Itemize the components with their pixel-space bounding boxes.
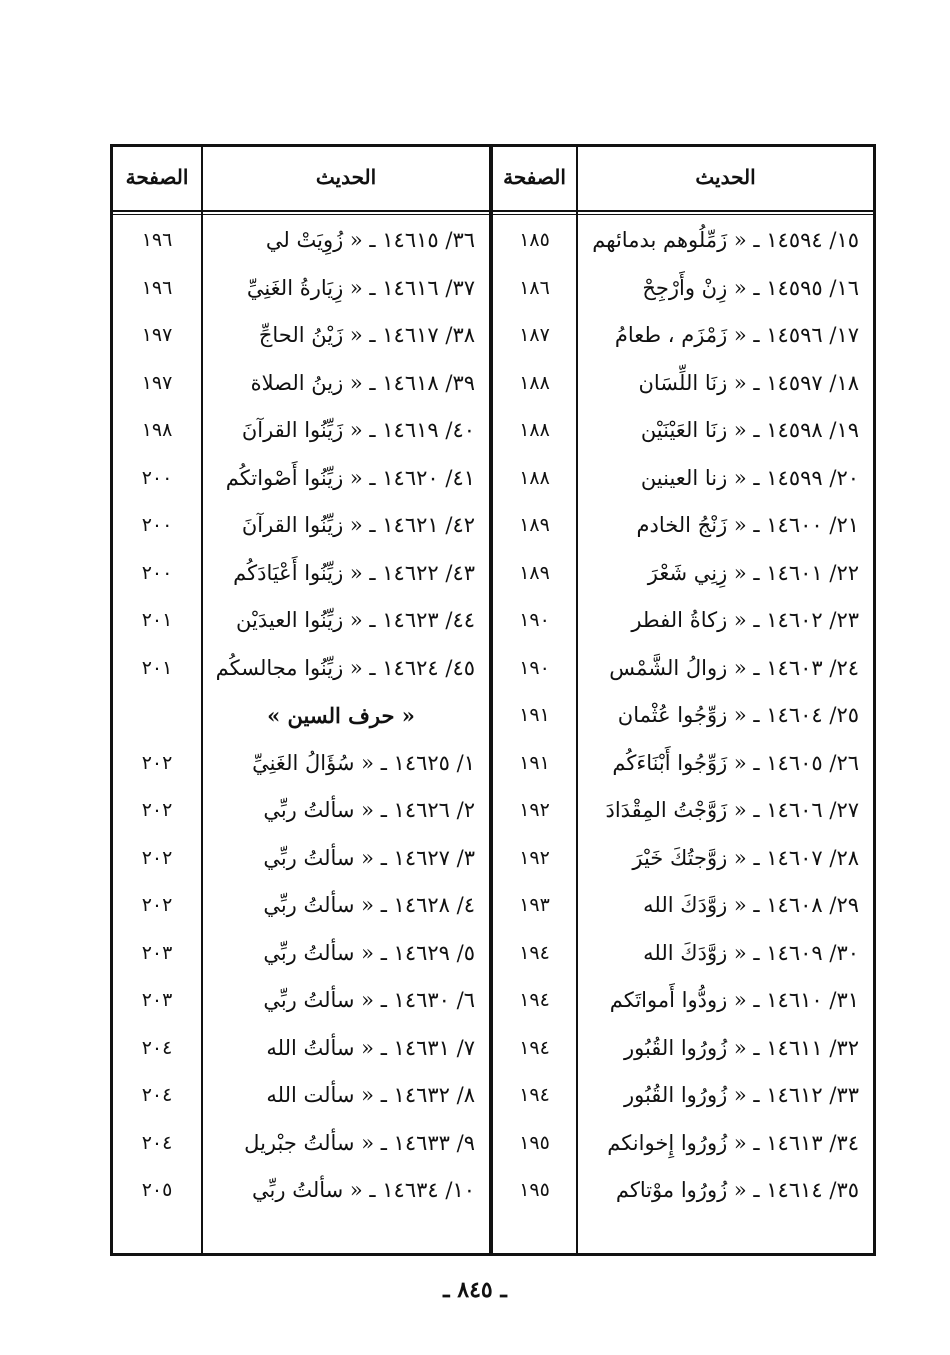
hadith-entry: ٤٠/ ١٤٦١٩ ـ « زَيِّنُوا القرآنَ xyxy=(241,418,475,442)
hadith-entry: ١٨/ ١٤٥٩٧ ـ « زنَا اللِّسَان xyxy=(638,370,859,395)
table-row xyxy=(113,597,873,644)
table-row xyxy=(113,1025,873,1072)
page-ref: ١٩٦ xyxy=(141,229,173,251)
header-page-left: الصفحة xyxy=(125,165,189,189)
page-ref: ٢٠٠ xyxy=(141,514,173,536)
hadith-entry: ٧/ ١٤٦٣١ ـ « سألتُ الله xyxy=(266,1035,475,1060)
table-row xyxy=(113,1120,873,1167)
page-ref: ١٩٣ xyxy=(519,894,550,916)
hadith-entry: ٤٤/ ١٤٦٢٣ ـ « زيِّنُوا العيدَيْن xyxy=(236,608,475,632)
hadith-entry: ٢١/ ١٤٦٠٠ ـ « زَنْجُ الخادم xyxy=(636,513,859,537)
table-row xyxy=(113,1072,873,1119)
header-hadith-left: الحديث xyxy=(315,165,377,189)
page-ref: ١٨٥ xyxy=(519,229,550,251)
page-ref: ١٩٨ xyxy=(141,419,173,441)
table-row xyxy=(113,740,873,787)
page-ref: ١٩٦ xyxy=(141,276,173,299)
header-page-right: الصفحة xyxy=(503,165,566,189)
hadith-entry: ٢٤/ ١٤٦٠٣ ـ « زوالُ الشَّمْس xyxy=(609,655,859,680)
table-row xyxy=(113,645,873,692)
hadith-entry: ٢/ ١٤٦٢٦ ـ « سألتُ ربِّي xyxy=(263,798,475,822)
hadith-entry: ٣٦/ ١٤٦١٥ ـ « زُوِيَتْ لي xyxy=(265,228,475,252)
hadith-entry: ٤١/ ١٤٦٢٠ ـ « زيِّنُوا أَصْواتكُم xyxy=(225,465,475,490)
hadith-entry: ٥/ ١٤٦٢٩ ـ « سألتُ ربِّي xyxy=(263,940,475,965)
hadith-entry: ٨/ ١٤٦٣٢ ـ « سألت الله xyxy=(266,1083,475,1107)
page-ref: ١٩٥ xyxy=(519,1179,550,1201)
page-ref: ٢٠٤ xyxy=(141,1131,173,1154)
hadith-entry: ٣٨/ ١٤٦١٧ ـ « زَيْنُ الحاجِّ xyxy=(258,323,475,347)
table-row xyxy=(113,550,873,597)
hadith-entry: ١٥/ ١٤٥٩٤ ـ « زَمِّلُوهم بدمائهم xyxy=(592,228,859,252)
page-ref: ٢٠٤ xyxy=(141,1036,173,1059)
hadith-entry: ٢٣/ ١٤٦٠٢ ـ « زكاةُ الفطر xyxy=(631,608,859,632)
hadith-entry: ٤٣/ ١٤٦٢٢ ـ « زيِّنُوا أَعْيَادَكُم xyxy=(233,560,475,585)
page-ref: ١٩٢ xyxy=(519,846,550,869)
page-ref: ٢٠١ xyxy=(141,656,173,679)
hadith-entry: ٢٦/ ١٤٦٠٥ ـ « زَوِّجُوا أَبْنَاءَكُم xyxy=(612,750,859,775)
page-ref: ١٩٥ xyxy=(519,1131,550,1154)
page-ref: ١٩١ xyxy=(519,704,550,726)
table-row xyxy=(113,1167,873,1214)
hadith-entry: ٣١/ ١٤٦١٠ ـ « زودُّوا أَمواتَكم xyxy=(609,988,859,1012)
page-ref: ١٩٧ xyxy=(141,324,173,346)
page-ref: ٢٠٥ xyxy=(141,1179,173,1201)
hadith-entry: ٣٠/ ١٤٦٠٩ ـ « زوَّدَكَ الله xyxy=(643,940,859,965)
table-row xyxy=(113,835,873,882)
table-row xyxy=(113,502,873,549)
hadith-entry: ٢٩/ ١٤٦٠٨ ـ « زوَّدَكَ الله xyxy=(643,893,859,917)
page-ref: ١٩٤ xyxy=(519,989,550,1011)
hadith-entry: ٤/ ١٤٦٢٨ ـ « سألتُ ربِّي xyxy=(263,893,475,917)
page-ref: ٢٠٠ xyxy=(141,466,173,489)
page-ref: ١٩٤ xyxy=(519,1036,550,1059)
hadith-entry: ٣٤/ ١٤٦١٣ ـ « زُورُوا إِخوانكم xyxy=(607,1130,859,1155)
hadith-entry: ١٦/ ١٤٥٩٥ ـ « زِنْ وأَرْجِحْ xyxy=(642,275,859,300)
page-ref: ٢٠١ xyxy=(141,609,173,631)
page-ref: ١٨٨ xyxy=(519,466,550,489)
hadith-entry: ٢٠/ ١٤٥٩٩ ـ « زنا العينين xyxy=(640,465,859,490)
table-row xyxy=(113,360,873,407)
page-ref: ٢٠٢ xyxy=(141,846,173,869)
page-ref: ١٨٧ xyxy=(519,324,550,346)
table-row xyxy=(113,882,873,929)
hadith-entry: ٣/ ١٤٦٢٧ ـ « سألتُ ربِّي xyxy=(263,845,475,870)
page-ref: ٢٠٣ xyxy=(141,989,173,1011)
table-row xyxy=(113,787,873,834)
page-ref: ٢٠٢ xyxy=(141,751,173,774)
hadith-entry: ٤٢/ ١٤٦٢١ ـ « زيِّنُوا القرآنَ xyxy=(241,513,475,537)
hadith-entry: ١٠/ ١٤٦٣٤ ـ « سألتُ ربِّي xyxy=(252,1178,475,1202)
page-ref: ٢٠٢ xyxy=(141,799,173,821)
header-rule-secondary xyxy=(113,214,873,215)
hadith-entry: ٦/ ١٤٦٣٠ ـ « سألتُ ربِّي xyxy=(263,988,475,1012)
hadith-entry: ٣٣/ ١٤٦١٢ ـ « زُورُوا القُبُور xyxy=(623,1083,859,1107)
page-ref: ١٩١ xyxy=(519,751,550,774)
section-title: « حرف السين » xyxy=(267,703,415,728)
page-ref: ١٨٨ xyxy=(519,371,550,394)
page-ref: ١٩٧ xyxy=(141,371,173,394)
hadith-entry: ٣٢/ ١٤٦١١ ـ « زُورُوا القُبُور xyxy=(623,1035,859,1060)
page-ref: ٢٠٢ xyxy=(141,894,173,916)
page-ref: ١٩٠ xyxy=(519,609,550,631)
page-ref: ١٩٢ xyxy=(519,799,550,821)
page-ref: ١٨٦ xyxy=(519,276,550,299)
table-row xyxy=(113,455,873,502)
table-row xyxy=(113,692,873,739)
header-rule xyxy=(113,210,873,212)
table-row xyxy=(113,217,873,264)
table-row xyxy=(113,977,873,1024)
page-ref: ٢٠٤ xyxy=(141,1084,173,1106)
page-ref: ١٨٩ xyxy=(519,561,550,584)
header-hadith-right: الحديث xyxy=(695,165,756,189)
hadith-entry: ١/ ١٤٦٢٥ ـ « سُؤَالُ الغَنِيِّ xyxy=(252,750,475,775)
table-row xyxy=(113,265,873,312)
hadith-entry: ١٧/ ١٤٥٩٦ ـ « زَمْزَم ، طعامُ xyxy=(614,323,859,347)
table-row xyxy=(113,312,873,359)
table-row xyxy=(113,930,873,977)
page-ref: ١٩٤ xyxy=(519,941,550,964)
page-ref: ١٨٨ xyxy=(519,419,550,441)
page-ref: ١٨٩ xyxy=(519,514,550,536)
hadith-entry: ٩/ ١٤٦٣٣ ـ « سألتُ جبْريل xyxy=(244,1130,475,1155)
page-ref xyxy=(113,692,201,739)
page-number: ـ ٨٤٥ ـ xyxy=(443,1277,507,1303)
index-table xyxy=(110,144,876,1256)
hadith-entry: ١٩/ ١٤٥٩٨ ـ « زنَا العَيْنَيْن xyxy=(640,418,859,442)
table-row xyxy=(113,407,873,454)
hadith-entry: ٢٧/ ١٤٦٠٦ ـ « زَوَّجْتُ المِقْدَادَ xyxy=(605,798,859,822)
hadith-entry: ٣٩/ ١٤٦١٨ ـ « زينُ الصلاة xyxy=(250,370,475,395)
hadith-entry: ٢٥/ ١٤٦٠٤ ـ « زوِّجُوا عُثْمان xyxy=(617,703,859,727)
hadith-entry: ٢٨/ ١٤٦٠٧ ـ « زوَّجتُكَ خَيْرَ xyxy=(632,845,859,870)
page-ref: ٢٠٣ xyxy=(141,941,173,964)
hadith-entry: ٢٢/ ١٤٦٠١ ـ « زِنِي شَعْرَ xyxy=(647,560,859,585)
page-ref: ١٩٠ xyxy=(519,656,550,679)
page-ref: ١٩٤ xyxy=(519,1084,550,1106)
hadith-entry: ٣٥/ ١٤٦١٤ ـ « زُورُوا موْتاكم xyxy=(615,1178,859,1202)
page-ref: ٢٠٠ xyxy=(141,561,173,584)
hadith-entry: ٣٧/ ١٤٦١٦ ـ « زِيَارةُ الغَنِيِّ xyxy=(246,275,475,300)
hadith-entry: ٤٥/ ١٤٦٢٤ ـ « زيِّنُوا مجالسكُم xyxy=(215,655,475,680)
